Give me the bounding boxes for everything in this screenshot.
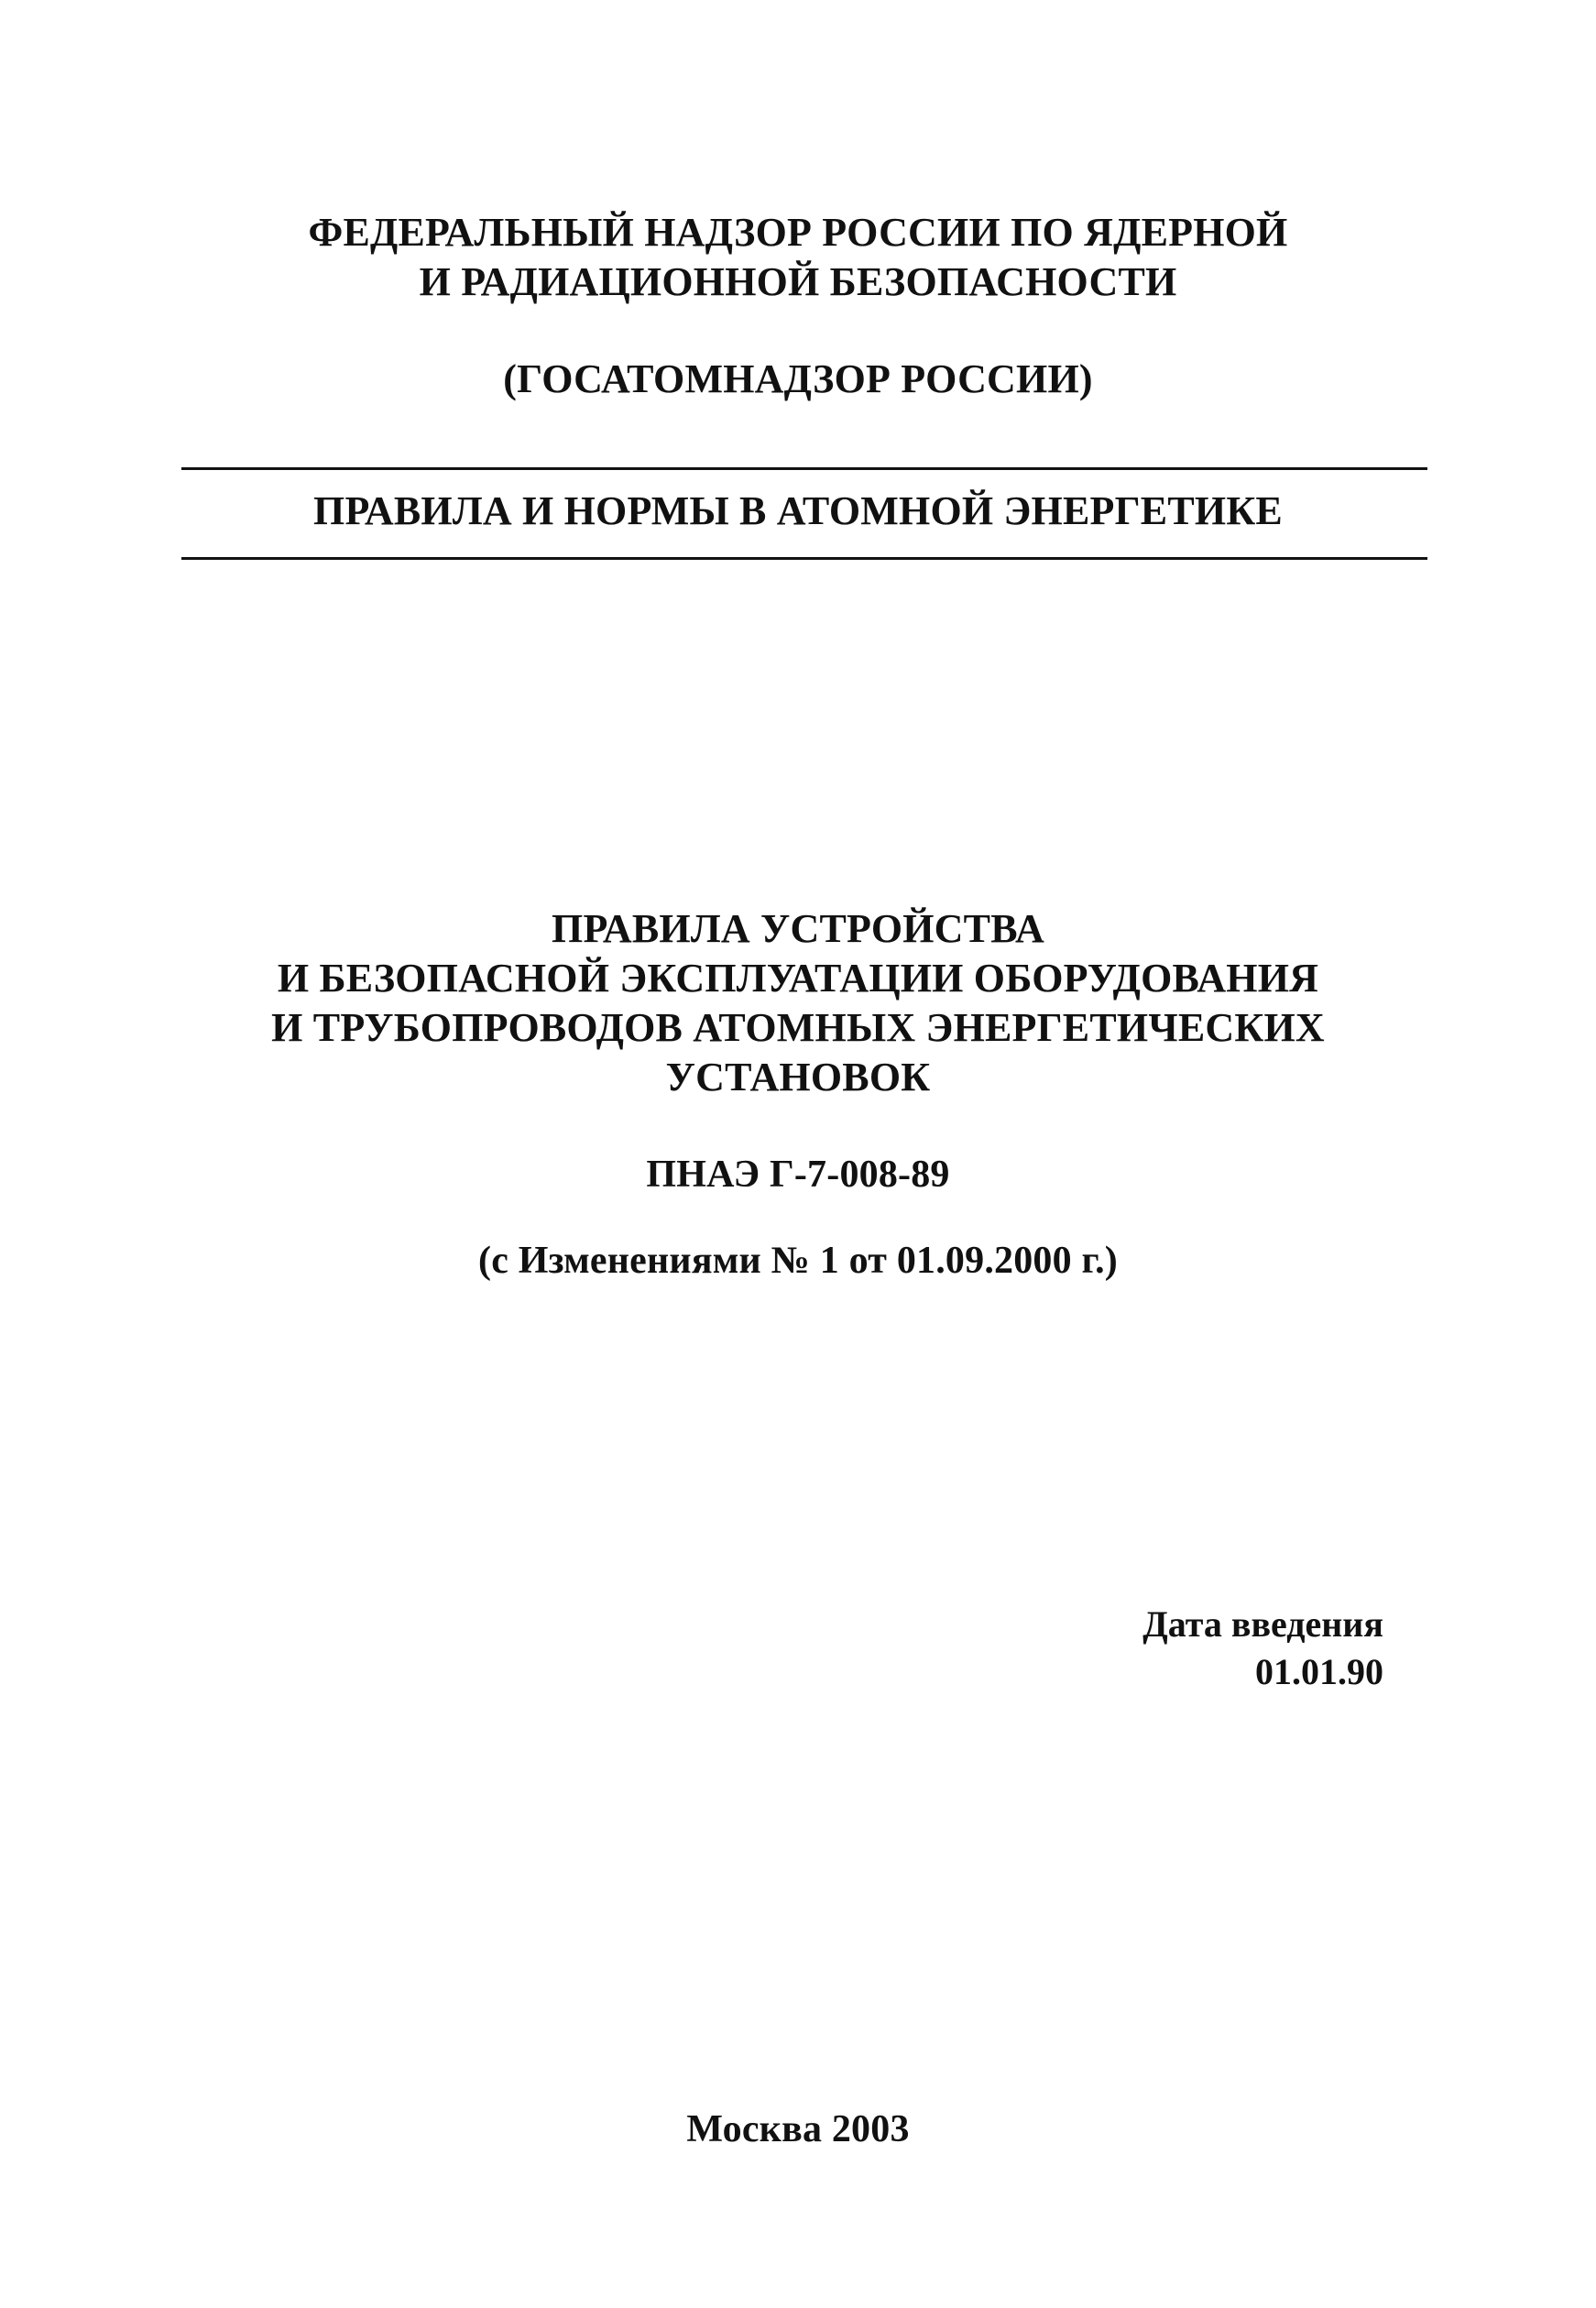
effective-date-value: 01.01.90 [1255,1651,1383,1692]
document-code: ПНАЭ Г-7-008-89 [646,1154,950,1196]
series-title: ПРАВИЛА И НОРМЫ В АТОМНОЙ ЭНЕРГЕТИКЕ [313,488,1283,533]
document-title-line2: И БЕЗОПАСНОЙ ЭКСПЛУАТАЦИИ ОБОРУДОВАНИЯ [277,956,1319,1001]
document-title-line1: ПРАВИЛА УСТРОЙСТВА [552,906,1044,951]
document-title-line3: И ТРУБОПРОВОДОВ АТОМНЫХ ЭНЕРГЕТИЧЕСКИХ [271,1005,1325,1050]
bottom-divider [181,557,1427,560]
agency-name-line1: ФЕДЕРАЛЬНЫЙ НАДЗОР РОССИИ ПО ЯДЕРНОЙ [308,210,1288,255]
publication-place-year: Москва 2003 [686,2108,910,2150]
top-divider [181,467,1427,470]
document-title-line4: УСТАНОВОК [665,1055,931,1099]
agency-short-name: (ГОСАТОМНАДЗОР РОССИИ) [503,356,1093,401]
effective-date-label: Дата введения [1142,1603,1383,1645]
agency-name-line2: И РАДИАЦИОННОЙ БЕЗОПАСНОСТИ [419,259,1177,304]
document-amendments: (с Изменениями № 1 от 01.09.2000 г.) [478,1240,1118,1282]
